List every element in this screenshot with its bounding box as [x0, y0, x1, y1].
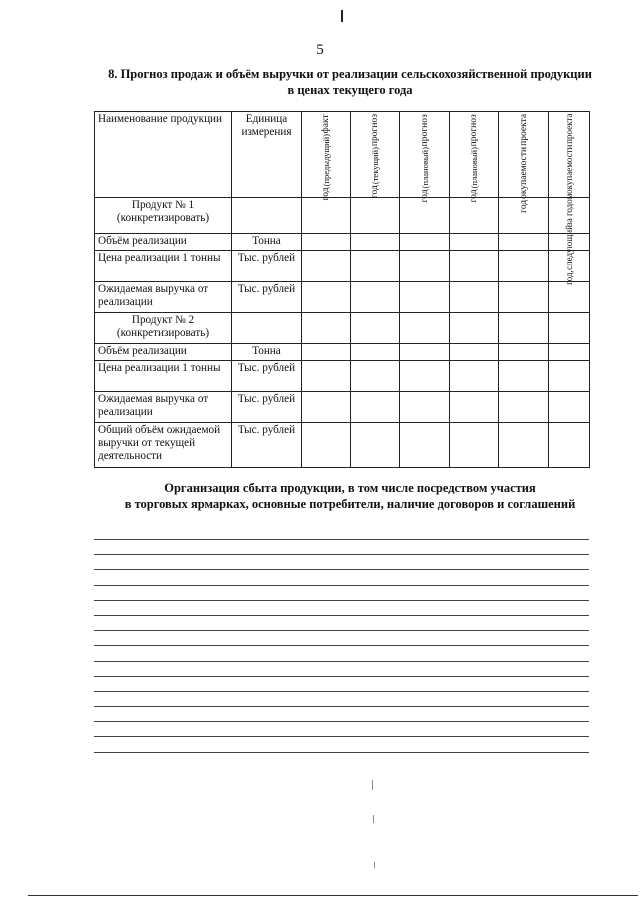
section-line-2: в торговых ярмарках, основные потребители, наличие договоров и соглашений — [124, 497, 576, 511]
value-cell[interactable] — [351, 234, 400, 251]
value-cell[interactable] — [400, 234, 450, 251]
header-period-2 — [351, 112, 400, 198]
period-1-kind: факт — [321, 114, 331, 134]
value-cell[interactable] — [351, 282, 400, 313]
table-row — [95, 282, 590, 313]
blank-line[interactable] — [94, 645, 589, 646]
value-cell[interactable] — [499, 282, 549, 313]
blank-line[interactable] — [94, 691, 589, 692]
sales-organization-heading — [95, 480, 605, 512]
blank-line[interactable] — [94, 615, 589, 616]
value-cell[interactable] — [400, 282, 450, 313]
indicator-name-cell: Объём реализации — [95, 234, 232, 251]
blank-line[interactable] — [94, 661, 589, 662]
value-cell[interactable] — [549, 344, 590, 361]
value-cell[interactable] — [400, 392, 450, 423]
heading-line-1: 8. Прогноз продаж и объём выручки от реализации сельскохозяйственной продукции — [108, 67, 592, 81]
period-2-kind: прогноз — [370, 114, 380, 147]
product-name-cell: Продукт № 2 (конкретизировать) — [95, 313, 232, 344]
header-period-3 — [400, 112, 450, 203]
section-line-1: Организация сбыта продукции, в том числе посредством участия — [164, 481, 536, 495]
value-cell[interactable] — [450, 198, 499, 234]
period-4-qualifier: (плановый) — [469, 147, 479, 189]
table-row — [95, 392, 590, 423]
period-5-label: год — [518, 199, 529, 213]
value-cell[interactable] — [450, 392, 499, 423]
value-cell[interactable] — [499, 361, 549, 392]
blank-line[interactable] — [94, 539, 589, 540]
blank-line[interactable] — [94, 676, 589, 677]
value-cell[interactable] — [450, 313, 499, 344]
value-cell[interactable] — [351, 423, 400, 468]
header-period-1 — [302, 112, 351, 201]
blank-writing-lines — [94, 539, 589, 767]
value-cell[interactable] — [450, 423, 499, 468]
unit-cell: Тыс. рублей — [232, 392, 302, 423]
value-cell[interactable] — [302, 392, 351, 423]
table-row — [95, 423, 590, 468]
blank-line[interactable] — [94, 585, 589, 586]
value-cell[interactable] — [499, 423, 549, 468]
value-cell[interactable] — [400, 251, 450, 282]
header-period-4 — [450, 112, 499, 203]
value-cell[interactable] — [351, 251, 400, 282]
sales-forecast-table — [94, 111, 590, 468]
period-6-line-2: следующий — [563, 225, 574, 271]
value-cell[interactable] — [400, 423, 450, 468]
value-cell[interactable] — [549, 361, 590, 392]
scan-speck — [374, 862, 375, 868]
blank-line[interactable] — [94, 706, 589, 707]
header-period-6 — [549, 112, 590, 285]
value-cell[interactable] — [549, 313, 590, 344]
period-2-qualifier: (текущий) — [370, 147, 380, 185]
unit-cell — [232, 198, 302, 234]
page-number: 5 — [316, 42, 324, 58]
table-header-row — [95, 112, 590, 198]
value-cell[interactable] — [302, 313, 351, 344]
value-cell[interactable] — [302, 251, 351, 282]
period-6-line-4: окупаемости — [563, 144, 574, 194]
blank-line[interactable] — [94, 630, 589, 631]
blank-line[interactable] — [94, 736, 589, 737]
value-cell[interactable] — [499, 313, 549, 344]
value-cell[interactable] — [549, 423, 590, 468]
period-3-qualifier: (плановый) — [419, 147, 430, 189]
table-row — [95, 361, 590, 392]
value-cell[interactable] — [351, 313, 400, 344]
header-period-5 — [499, 112, 549, 213]
table-row — [95, 344, 590, 361]
blank-line[interactable] — [94, 600, 589, 601]
value-cell[interactable] — [302, 344, 351, 361]
header-product-name: Наименование продукции — [95, 112, 232, 198]
value-cell[interactable] — [400, 344, 450, 361]
value-cell[interactable] — [302, 361, 351, 392]
period-1-qualifier: (предыдущий) — [321, 134, 331, 187]
indicator-name-cell: Цена реализации 1 тонны — [95, 361, 232, 392]
value-cell[interactable] — [499, 234, 549, 251]
table-row — [95, 198, 590, 234]
indicator-name-cell: Цена реализации 1 тонны — [95, 251, 232, 282]
period-4-kind: прогноз — [469, 114, 479, 147]
value-cell[interactable] — [302, 282, 351, 313]
scan-speck — [372, 780, 373, 790]
value-cell[interactable] — [450, 282, 499, 313]
value-cell[interactable] — [549, 392, 590, 423]
value-cell[interactable] — [499, 392, 549, 423]
indicator-name-cell: Объём реализации — [95, 344, 232, 361]
value-cell[interactable] — [400, 313, 450, 344]
value-cell[interactable] — [549, 282, 590, 313]
product-name-cell: Продукт № 1 (конкретизировать) — [95, 198, 232, 234]
unit-cell: Тыс. рублей — [232, 251, 302, 282]
value-cell[interactable] — [400, 361, 450, 392]
period-4-label: год — [469, 189, 479, 203]
value-cell[interactable] — [351, 344, 400, 361]
heading-line-2: в ценах текущего года — [287, 83, 413, 97]
period-6-line-5: проекта — [563, 114, 574, 145]
value-cell[interactable] — [351, 198, 400, 234]
unit-cell: Тыс. рублей — [232, 361, 302, 392]
value-cell[interactable] — [499, 344, 549, 361]
table-row — [95, 313, 590, 344]
indicator-name-cell: Общий объём ожидаемой выручки от текущей деятельности — [95, 423, 232, 468]
period-6-line-3: за годом — [563, 193, 574, 226]
blank-line[interactable] — [94, 721, 589, 722]
indicator-name-cell: Ожидаемая выручка от реализации — [95, 282, 232, 313]
value-cell[interactable] — [450, 234, 499, 251]
value-cell[interactable] — [400, 198, 450, 234]
unit-cell: Тонна — [232, 234, 302, 251]
period-3-kind: прогноз — [419, 114, 430, 147]
blank-line[interactable] — [94, 569, 589, 570]
header-unit: Единица измерения — [232, 112, 302, 198]
unit-cell: Тонна — [232, 344, 302, 361]
period-2-label: год — [370, 185, 380, 199]
unit-cell: Тыс. рублей — [232, 423, 302, 468]
value-cell[interactable] — [450, 361, 499, 392]
period-1-label: год — [321, 187, 331, 201]
unit-cell: Тыс. рублей — [232, 282, 302, 313]
table-row — [95, 234, 590, 251]
value-cell[interactable] — [499, 251, 549, 282]
value-cell[interactable] — [450, 251, 499, 282]
value-cell[interactable] — [351, 392, 400, 423]
value-cell[interactable] — [302, 423, 351, 468]
page-bottom-rule — [28, 895, 638, 896]
value-cell[interactable] — [351, 361, 400, 392]
indicator-name-cell: Ожидаемая выручка от реализации — [95, 392, 232, 423]
value-cell[interactable] — [302, 234, 351, 251]
scan-speck — [373, 815, 374, 823]
unit-cell — [232, 313, 302, 344]
value-cell[interactable] — [450, 344, 499, 361]
period-3-label: год — [419, 189, 430, 203]
blank-line[interactable] — [94, 554, 589, 555]
period-6-label: год, — [563, 270, 574, 285]
period-5-qualifier: окупаемости — [518, 146, 529, 199]
blank-line[interactable] — [94, 752, 589, 753]
table-row — [95, 251, 590, 282]
value-cell[interactable] — [302, 198, 351, 234]
table-heading — [95, 66, 605, 98]
period-5-kind: проекта — [518, 114, 529, 146]
scan-mark — [341, 10, 343, 22]
